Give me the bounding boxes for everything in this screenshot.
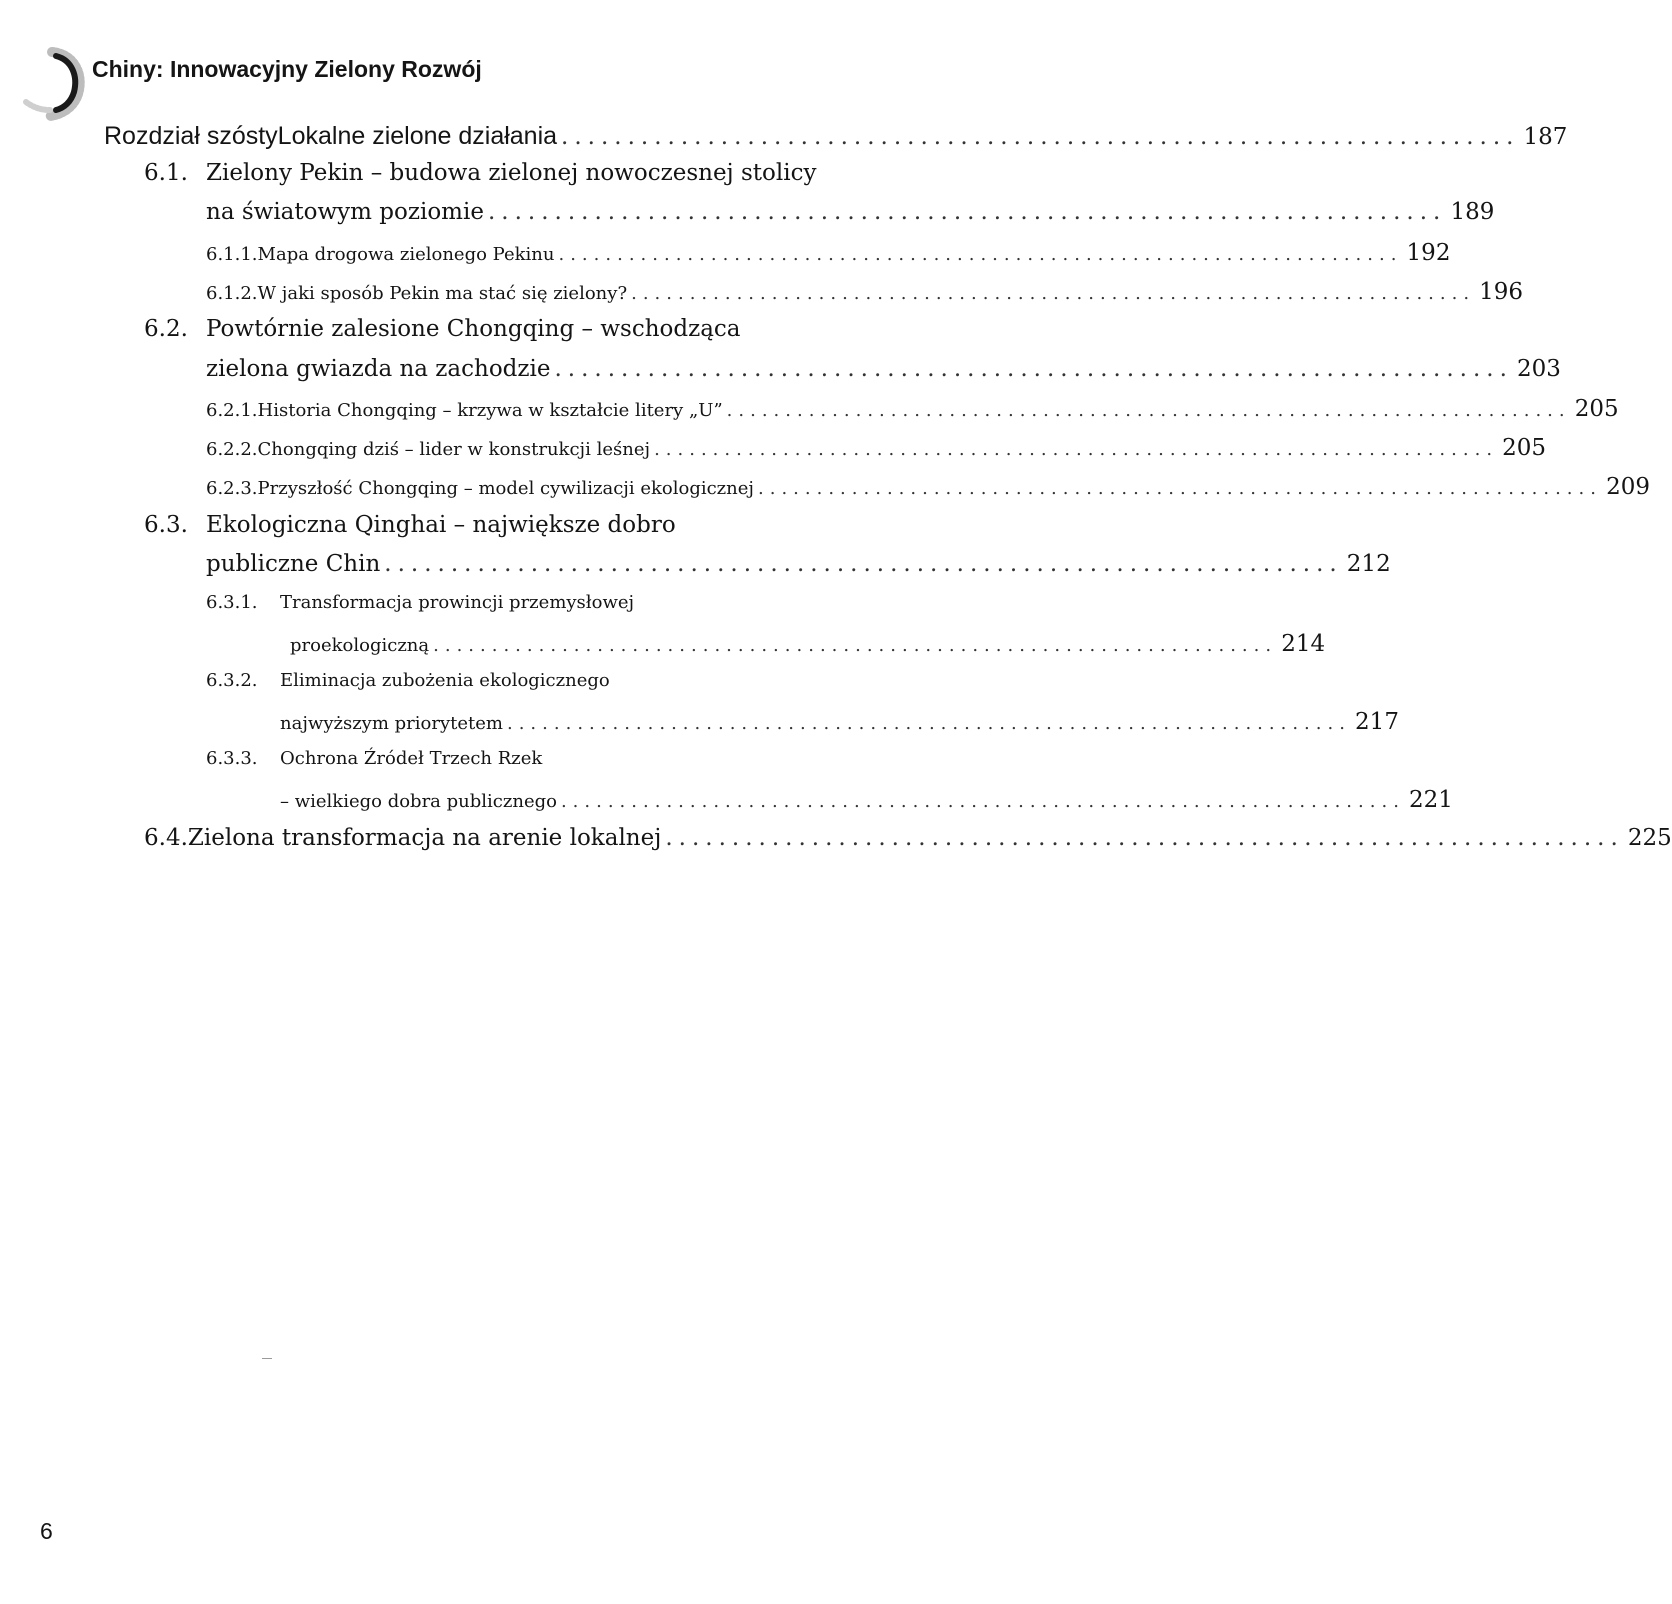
- entry-number: 6.3.1.: [206, 592, 258, 613]
- dot-leader: ........................................................................: [654, 439, 1499, 460]
- entry-title-cont: publiczne Chin: [206, 551, 381, 577]
- dot-leader: ........................................................................: [631, 283, 1476, 304]
- toc-entry-6-3-2-cont: [280, 709, 1399, 735]
- entry-title-cont: zielona gwiazda na zachodzie: [206, 356, 551, 382]
- entry-page-number: 192: [1406, 240, 1451, 266]
- dot-leader: ........................................................................: [506, 713, 1351, 734]
- dot-leader: ........................................................................: [487, 199, 1447, 225]
- entry-title: Historia Chongqing – krzywa w kształcie litery „U”: [257, 400, 723, 421]
- entry-number: 6.1.2.: [206, 283, 258, 304]
- dot-leader: ........................................................................: [384, 551, 1343, 577]
- running-head: Chiny: Innowacyjny Zielony Rozwój: [92, 56, 482, 82]
- entry-number: 6.3.2.: [206, 670, 258, 691]
- page-number: 6: [40, 1518, 53, 1544]
- entry-number: 6.1.1.: [206, 244, 258, 265]
- entry-title: Ochrona Źródeł Trzech Rzek: [280, 748, 543, 769]
- spiral-logo-icon: [16, 44, 90, 120]
- entry-page-number: 196: [1479, 279, 1524, 305]
- entry-page-number: 212: [1346, 551, 1391, 577]
- entry-title: Mapa drogowa zielonego Pekinu: [257, 244, 555, 265]
- entry-number: 6.3.: [144, 512, 188, 538]
- toc-entry-6-1: [144, 160, 816, 186]
- chapter-title: Lokalne zielone działania: [277, 122, 558, 150]
- entry-page-number: 209: [1606, 474, 1650, 500]
- dot-leader: ........................................................................: [665, 825, 1624, 851]
- chapter-page-number: 187: [1523, 124, 1568, 150]
- entry-number: 6.4.: [144, 825, 188, 851]
- entry-title: Powtórnie zalesione Chongqing – wschodząca: [206, 316, 741, 342]
- toc-entry-6-1-2: [206, 279, 1524, 305]
- entry-title: Chongqing dziś – lider w konstrukcji leśnej: [257, 439, 651, 460]
- dot-leader: ........................................................................: [560, 791, 1405, 812]
- toc-entry-6-3-1: [206, 592, 634, 613]
- toc-entry-6-1-1: [206, 240, 1451, 266]
- entry-title-cont: na światowym poziomie: [206, 199, 484, 225]
- entry-title: W jaki sposób Pekin ma stać się zielony?: [257, 283, 628, 304]
- dot-leader: ........................................................................: [726, 400, 1571, 421]
- chapter-heading: [104, 122, 1568, 151]
- dot-leader: ........................................................................: [758, 478, 1602, 499]
- toc-entry-6-1-cont: [206, 199, 1495, 225]
- entry-number: 6.2.: [144, 316, 188, 342]
- entry-title-cont: proekologiczną: [290, 635, 430, 656]
- toc-entry-6-2-2: [206, 435, 1547, 461]
- toc-entry-6-3-3: [206, 748, 542, 769]
- toc-entry-6-2-3: [206, 474, 1650, 500]
- entry-number: 6.2.2.: [206, 439, 258, 460]
- entry-page-number: 214: [1281, 631, 1326, 657]
- dot-leader: ........................................................................: [561, 124, 1520, 150]
- entry-title: Ekologiczna Qinghai – największe dobro: [206, 512, 676, 538]
- toc-entry-6-4: [144, 825, 1672, 851]
- toc-entry-6-3-2: [206, 670, 610, 691]
- entry-title: Transformacja prowincji przemysłowej: [280, 592, 635, 613]
- entry-title-cont: najwyższym priorytetem: [280, 713, 503, 734]
- entry-page-number: 217: [1355, 709, 1399, 735]
- entry-title: Zielona transformacja na arenie lokalnej: [187, 825, 662, 851]
- entry-number: 6.3.3.: [206, 748, 258, 769]
- entry-page-number: 205: [1574, 396, 1619, 422]
- dot-leader: ........................................................................: [558, 244, 1403, 265]
- entry-page-number: 225: [1627, 825, 1672, 851]
- entry-number: 6.2.3.: [206, 478, 258, 499]
- entry-number: 6.1.: [144, 160, 188, 186]
- dot-leader: ........................................................................: [433, 635, 1278, 656]
- chapter-label: Rozdział szósty: [104, 122, 278, 150]
- entry-page-number: 221: [1409, 787, 1453, 813]
- toc-entry-6-3: [144, 512, 676, 538]
- toc-entry-6-2: [144, 316, 741, 342]
- dot-leader: ........................................................................: [554, 356, 1513, 382]
- entry-page-number: 205: [1502, 435, 1547, 461]
- entry-page-number: 189: [1450, 199, 1495, 225]
- entry-title: Przyszłość Chongqing – model cywilizacji ekologicznej: [257, 478, 754, 499]
- toc-entry-6-2-cont: [206, 356, 1561, 382]
- entry-title: Eliminacja zubożenia ekologicznego: [280, 670, 610, 691]
- toc-entry-6-3-3-cont: [280, 787, 1453, 813]
- entry-page-number: 203: [1516, 356, 1561, 382]
- scan-mark: [262, 1358, 272, 1359]
- entry-title: Zielony Pekin – budowa zielonej nowoczesnej stolicy: [206, 160, 817, 186]
- entry-title-cont: – wielkiego dobra publicznego: [280, 791, 557, 812]
- toc-entry-6-2-1: [206, 396, 1619, 422]
- toc-entry-6-3-cont: [206, 551, 1391, 577]
- toc-entry-6-3-1-cont: [290, 631, 1326, 657]
- entry-number: 6.2.1.: [206, 400, 258, 421]
